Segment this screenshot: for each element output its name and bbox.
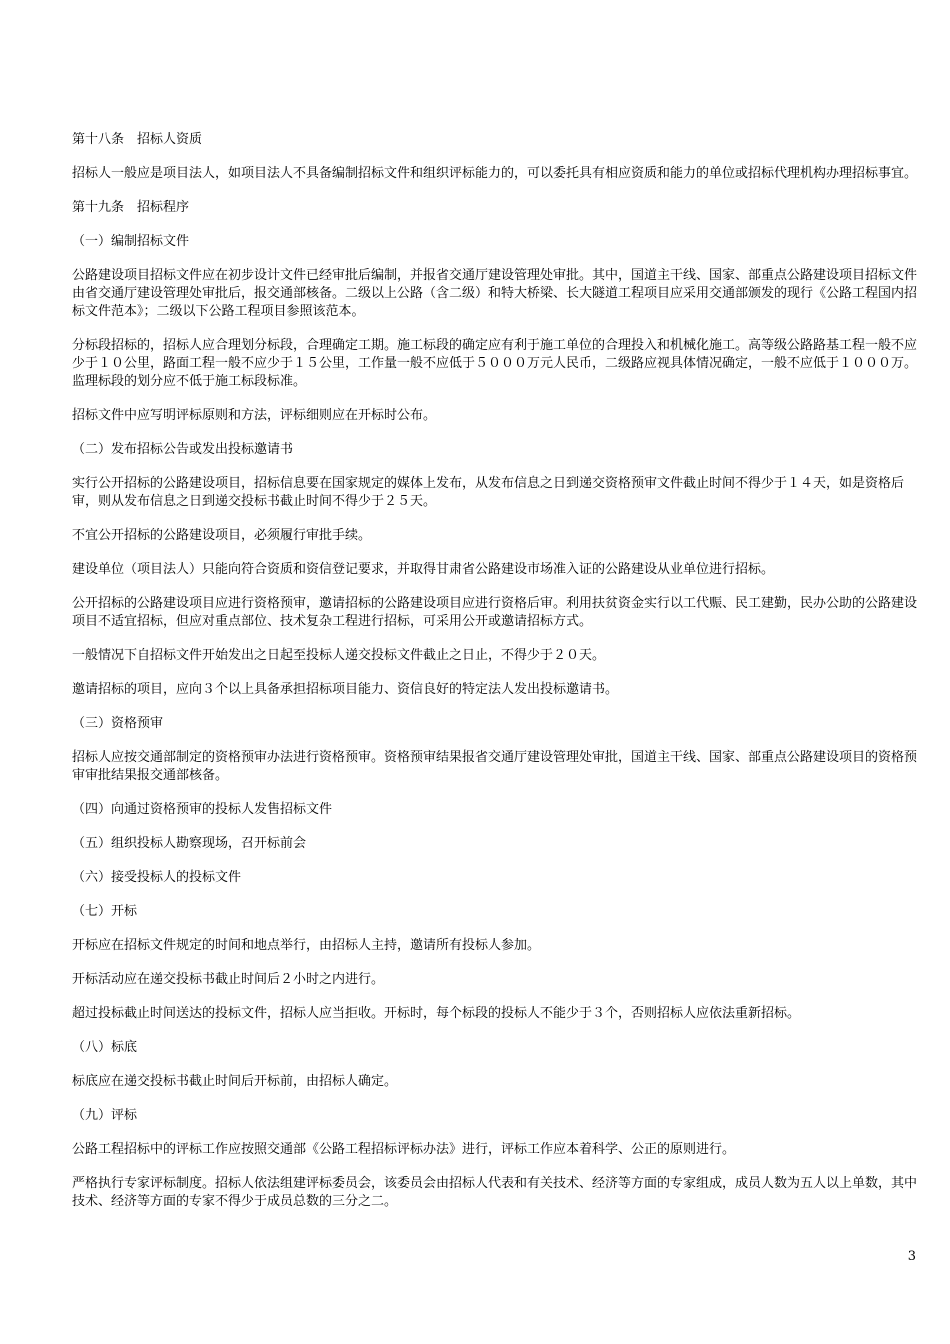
section-heading: （二）发布招标公告或发出投标邀请书 xyxy=(72,442,294,457)
section-heading: （九）评标 xyxy=(72,1108,138,1123)
page-number: 3 xyxy=(907,1249,916,1264)
section-heading: （五）组织投标人勘察现场，召开标前会 xyxy=(72,836,307,851)
paragraph: 招标人应按交通部制定的资格预审办法进行资格预审。资格预审结果报省交通厅建设管理处审批，国道主干线、国家、部重点公路建设项目的资格预审审批结果报交通部核备。 xyxy=(72,750,918,783)
paragraph: 实行公开招标的公路建设项目，招标信息要在国家规定的媒体上发布，从发布信息之日到递交资格预审文件截止时间不得少于１４天，如是资格后审，则从发布信息之日到递交投标书截止时间不得少于２５天。 xyxy=(72,476,905,509)
document-body xyxy=(72,131,920,1227)
section-heading: （三）资格预审 xyxy=(72,716,164,731)
paragraph: 超过投标截止时间送达的投标文件，招标人应当拒收。开标时，每个标段的投标人不能少于３个，否则招标人应依法重新招标。 xyxy=(72,1006,801,1021)
paragraph: 开标应在招标文件规定的时间和地点举行，由招标人主持，邀请所有投标人参加。 xyxy=(72,938,541,953)
paragraph: 分标段招标的，招标人应合理划分标段，合理确定工期。施工标段的确定应有利于施工单位的合理投入和机械化施工。高等级公路路基工程一般不应少于１０公里，路面工程一般不应少于１５公里，工作量一般不应低于５０００万元人民币，二级路应视具体情况确定，一般不应低于１０００万。监理标段的划分应不低于施工标段标准。 xyxy=(72,338,918,389)
section-heading: （四）向通过资格预审的投标人发售招标文件 xyxy=(72,802,333,817)
paragraph: 建设单位（项目法人）只能向符合资质和资信登记要求，并取得甘肃省公路建设市场准入证的公路建设从业单位进行招标。 xyxy=(72,562,775,577)
paragraph: 严格执行专家评标制度。招标人依法组建评标委员会，该委员会由招标人代表和有关技术、经济等方面的专家组成，成员人数为五人以上单数，其中技术、经济等方面的专家不得少于成员总数的三分之二。 xyxy=(72,1176,918,1209)
section-heading: （一）编制招标文件 xyxy=(72,234,190,249)
paragraph: 开标活动应在递交投标书截止时间后２小时之内进行。 xyxy=(72,972,385,987)
paragraph: 公路工程招标中的评标工作应按照交通部《公路工程招标评标办法》进行，评标工作应本着科学、公正的原则进行。 xyxy=(72,1142,736,1157)
paragraph: 公路建设项目招标文件应在初步设计文件已经审批后编制，并报省交通厅建设管理处审批。其中，国道主干线、国家、部重点公路建设项目招标文件由省交通厅建设管理处审批后，报交通部核备。二级以上公路（含二级）和特大桥梁、长大隧道工程项目应采用交通部颁发的现行《公路工程国内招标文件范本》；二级以下公路工程项目参照该范本。 xyxy=(72,268,918,319)
paragraph: 不宜公开招标的公路建设项目，必须履行审批手续。 xyxy=(72,528,372,543)
paragraph: 邀请招标的项目，应向３个以上具备承担招标项目能力、资信良好的特定法人发出投标邀请书。 xyxy=(72,682,619,697)
section-heading: （八）标底 xyxy=(72,1040,138,1055)
paragraph: 招标文件中应写明评标原则和方法，评标细则应在开标时公布。 xyxy=(72,408,437,423)
article-heading: 第十九条 招标程序 xyxy=(72,200,190,215)
paragraph: 标底应在递交投标书截止时间后开标前，由招标人确定。 xyxy=(72,1074,398,1089)
paragraph: 一般情况下自招标文件开始发出之日起至投标人递交投标文件截止之日止，不得少于２０天。 xyxy=(72,648,606,663)
paragraph: 公开招标的公路建设项目应进行资格预审，邀请招标的公路建设项目应进行资格后审。利用扶贫资金实行以工代赈、民工建勤，民办公助的公路建设项目不适宜招标，但应对重点部位、技术复杂工程进行招标，可采用公开或邀请招标方式。 xyxy=(72,596,918,629)
section-heading: （六）接受投标人的投标文件 xyxy=(72,870,242,885)
paragraph: 招标人一般应是项目法人，如项目法人不具备编制招标文件和组织评标能力的，可以委托具有相应资质和能力的单位或招标代理机构办理招标事宜。 xyxy=(72,166,918,181)
article-heading: 第十八条 招标人资质 xyxy=(72,132,203,147)
section-heading: （七）开标 xyxy=(72,904,138,919)
